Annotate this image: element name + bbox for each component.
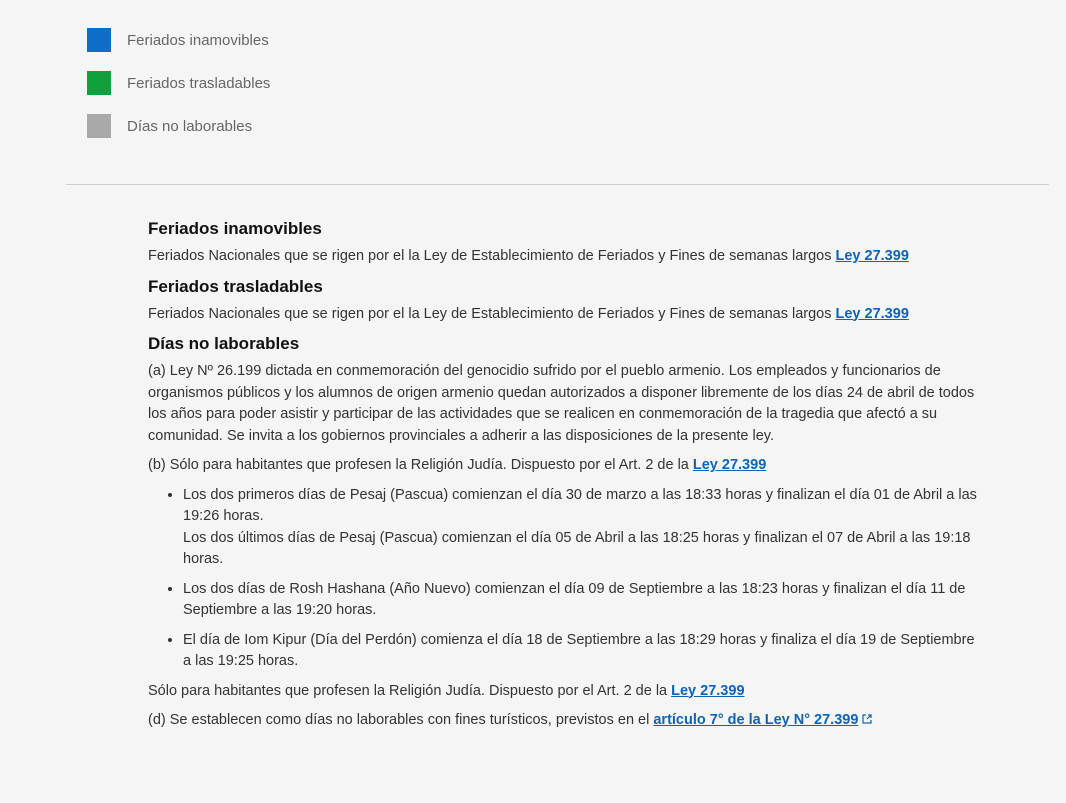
- paragraph-c: [148, 681, 978, 703]
- holiday-info: [148, 218, 978, 740]
- swatch-gray: [87, 114, 111, 138]
- paragraph-b: [148, 455, 978, 477]
- ley-link[interactable]: Ley 27.399: [835, 248, 909, 264]
- section-title-no-laborables: Días no laborables: [148, 334, 300, 353]
- ley-link[interactable]: Ley 27.399: [692, 457, 767, 473]
- legend-item-trasladables: [87, 71, 270, 95]
- paragraph-a: (a) Ley Nº 26.199 dictada en conmemoración del genocidio sufrido por el pueblo armenio. Los empleados y funcionarios de organismos públicos y los alumnos de origen armenio quedan autorizados a disponer libremente de los días 24 de abril de todos los años para poder asistir y participar de las actividades que se realicen en conmemoración de la tragedia que afectó a su comunidad. Se invita a los gobiernos provinciales a adherir a las disposiciones de la presente ley.: [148, 363, 975, 444]
- legend: [87, 28, 270, 157]
- ley-link[interactable]: Ley 27.399: [671, 682, 745, 699]
- ley-link[interactable]: Ley 27.399: [835, 305, 909, 322]
- legend-label: Feriados inamovibles: [127, 31, 269, 49]
- section-title-trasladables: Feriados trasladables: [148, 276, 323, 296]
- swatch-green: [87, 71, 111, 95]
- list-item-rosh-hashana: • Los dos días de Rosh Hashana (Año Nuevo) comienzan el día 09 de Septiembre a las 18:23 horas y finalizan el día 11 de Septiembre a las 19:20 horas.: [183, 579, 978, 622]
- religious-dates-list: [148, 485, 978, 673]
- paragraph-text: (b) Sólo para habitantes que profesen la Religión Judía. Dispuesto por el Art. 2 de la: [148, 457, 693, 473]
- section-text: Feriados Nacionales que se rigen por el la Ley de Establecimiento de Feriados y Fines de semanas largos: [148, 305, 836, 322]
- section-title-inamovibles: Feriados inamovibles: [148, 219, 322, 238]
- legend-item-no-laborables: [87, 114, 270, 138]
- swatch-blue: [87, 28, 111, 52]
- legend-label: Feriados trasladables: [127, 74, 271, 92]
- section-text: Feriados Nacionales que se rigen por el la Ley de Establecimiento de Feriados y Fines de semanas largos: [148, 248, 836, 264]
- paragraph-text: Sólo para habitantes que profesen la Religión Judía. Dispuesto por el Art. 2 de la: [148, 682, 672, 699]
- section-text-inamovibles: [148, 246, 978, 268]
- divider: [66, 184, 1049, 185]
- list-item-text: Los dos primeros días de Pesaj (Pascua) comienzan el día 30 de marzo a las 18:33 horas y finalizan el día 01 de Abril a las 19:26 horas.: [183, 486, 977, 524]
- list-item-pesaj: [183, 485, 978, 571]
- legend-label: Días no laborables: [127, 117, 253, 135]
- section-text-trasladables: [148, 304, 978, 326]
- list-item-iom-kipur: • El día de Iom Kipur (Día del Perdón) comienza el día 18 de Septiembre a las 18:29 horas y finaliza el día 19 de Septiembre a las 19:25 horas.: [183, 630, 978, 673]
- external-link-icon[interactable]: [862, 714, 872, 724]
- legend-item-inamovibles: [87, 28, 270, 52]
- list-item-text: Los dos últimos días de Pesaj (Pascua) comienzan el día 05 de Abril a las 18:25 horas y finalizan el 07 de Abril a las 19:18 horas.: [183, 529, 971, 567]
- link-text: artículo 7° de la Ley N° 27.399: [653, 712, 859, 728]
- paragraph-text: (d) Se establecen como días no laborables con fines turísticos, previstos en el: [148, 712, 654, 728]
- paragraph-d: [148, 710, 978, 732]
- articulo-link[interactable]: [653, 712, 858, 728]
